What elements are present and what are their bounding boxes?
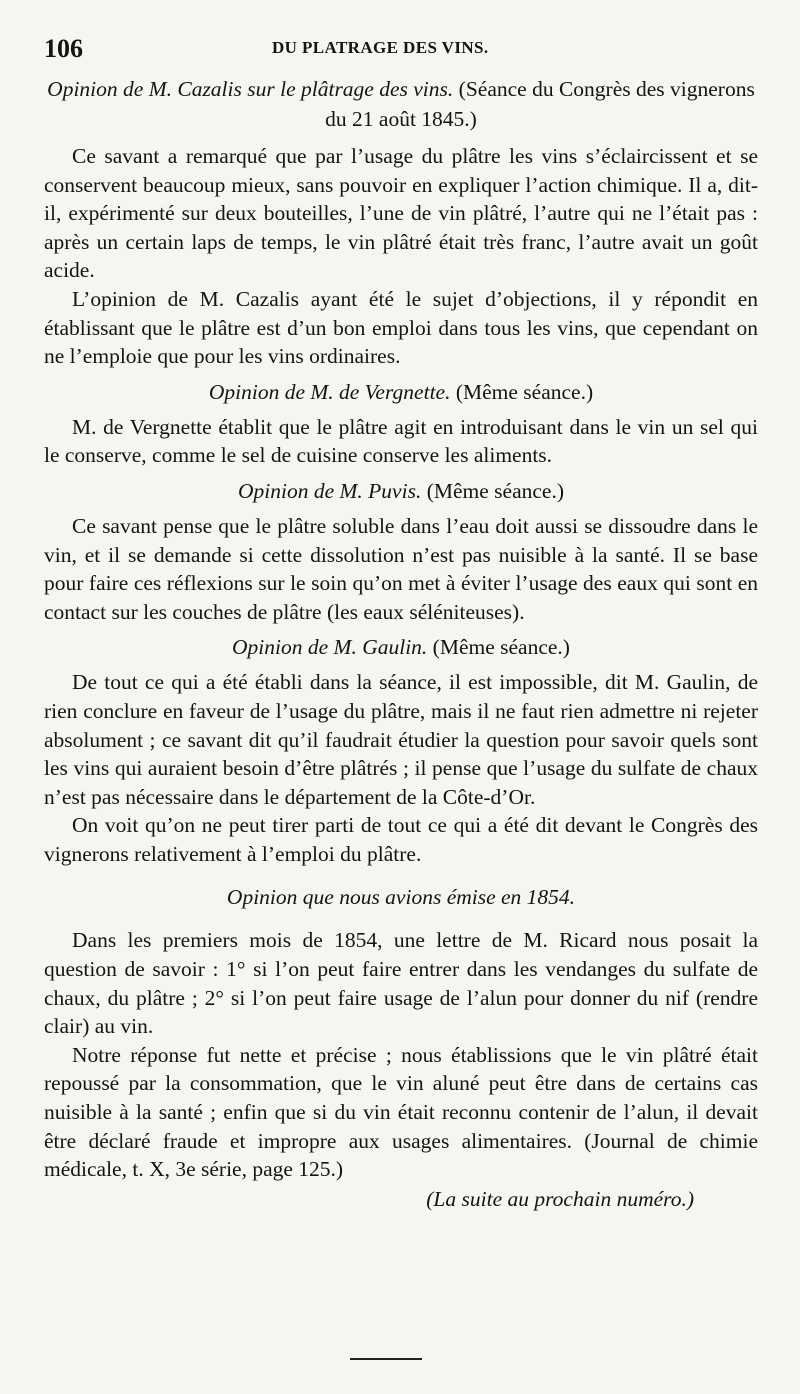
section-heading — [44, 74, 758, 134]
end-rule — [350, 1358, 422, 1360]
continued-note: (La suite au prochain numéro.) — [426, 1186, 694, 1211]
paragraph: Dans les premiers mois de 1854, une lettre de M. Ricard nous posait la question de savoir : 1° si l’on peut faire entrer dans les vendanges du sulfate de chaux, du plâtre ; 2° si l’on peut faire usage de l’alun pour donner du nif (rendre clair) au vin. — [44, 928, 758, 1039]
heading-label: Opinion de M. Cazalis sur le plâtrage des vins. — [47, 77, 454, 101]
section-heading — [44, 632, 758, 662]
section-heading — [44, 377, 758, 407]
section-cazalis — [44, 74, 758, 371]
section-puvis — [44, 476, 758, 626]
heading-label: Opinion de M. Gaulin. — [232, 635, 428, 660]
section-gaulin — [44, 632, 758, 868]
section-heading — [44, 882, 758, 912]
paragraph: M. de Vergnette établit que le plâtre agit en introduisant dans le vin un sel qui le conserve, comme le sel de cuisine conserve les aliments. — [44, 414, 758, 468]
heading-label: Opinion que nous avions émise en 1854. — [226, 885, 576, 910]
heading-note: (Même séance.) — [455, 379, 594, 404]
heading-label: Opinion de M. Puvis. — [238, 478, 422, 503]
paragraph: Notre réponse fut nette et précise ; nous établissions que le vin plâtré était repoussé par la consommation, que le vin aluné peut être dans de certains cas nuisible à la santé ; enfin que si du vin était reconnu contenir de l’alun, il devait être déclaré fraude et impropre aux usages alimentaires. (Journal de chimie médicale, t. X, 3e série, page 125.) — [44, 1042, 758, 1182]
paragraph: On voit qu’on ne peut tirer parti de tout ce qui a été dit devant le Congrès des vignerons relativement à l’emploi du plâtre. — [44, 813, 758, 866]
heading-note: (Séance du Congrès des vignerons du 21 août 1845.) — [325, 77, 755, 131]
heading-note: (Même séance.) — [432, 635, 570, 660]
running-header — [44, 34, 758, 74]
paragraph: L’opinion de M. Cazalis ayant été le sujet d’objections, il y répondit en établissant que le plâtre est d’un bon emploi dans tous les vins, que cependant on ne l’emploie que pour les vins ordinaires. — [44, 286, 758, 369]
heading-note: (Même séance.) — [426, 478, 564, 503]
section-vergnette — [44, 377, 758, 470]
paragraph: Ce savant a remarqué que par l’usage du plâtre les vins s’éclaircissent et se conservent beaucoup mieux, sans pouvoir en expliquer l’action chimique. Il a, dit-il, expérimenté sur deux bouteilles, l’une de vin plâtré, l’autre qui ne l’était pas : après un certain laps de temps, le vin plâtré était très franc, l’autre avait un goût acide. — [44, 144, 758, 283]
running-title: DU PLATRAGE DES VINS. — [272, 38, 489, 57]
section-our-opinion — [44, 882, 758, 1183]
paragraph: De tout ce qui a été établi dans la séance, il est impossible, dit M. Gaulin, de rien conclure en faveur de l’usage du plâtre, mais il ne faut rien admettre ni rejeter absolument ; ce savant dit qu’il faudrait étudier la question pour savoir quels sont les vins qui auraient besoin d’être plâtrés ; il pense que l’usage du sulfate de chaux n’est pas nécessaire dans le département de la Côte-d’Or. — [44, 670, 758, 809]
section-heading — [44, 476, 758, 506]
page-number: 106 — [44, 34, 83, 63]
heading-label: Opinion de M. de Vergnette. — [208, 379, 451, 404]
paragraph: Ce savant pense que le plâtre soluble dans l’eau doit aussi se dissoudre dans le vin, et il se demande si cette dissolution n’est pas nuisible à la santé. Il se base pour faire ces réflexions sur le soin qu’on met à éviter l’usage des eaux qui sont en contact sur les couches de plâtre (les eaux séléniteuses). — [44, 513, 758, 624]
